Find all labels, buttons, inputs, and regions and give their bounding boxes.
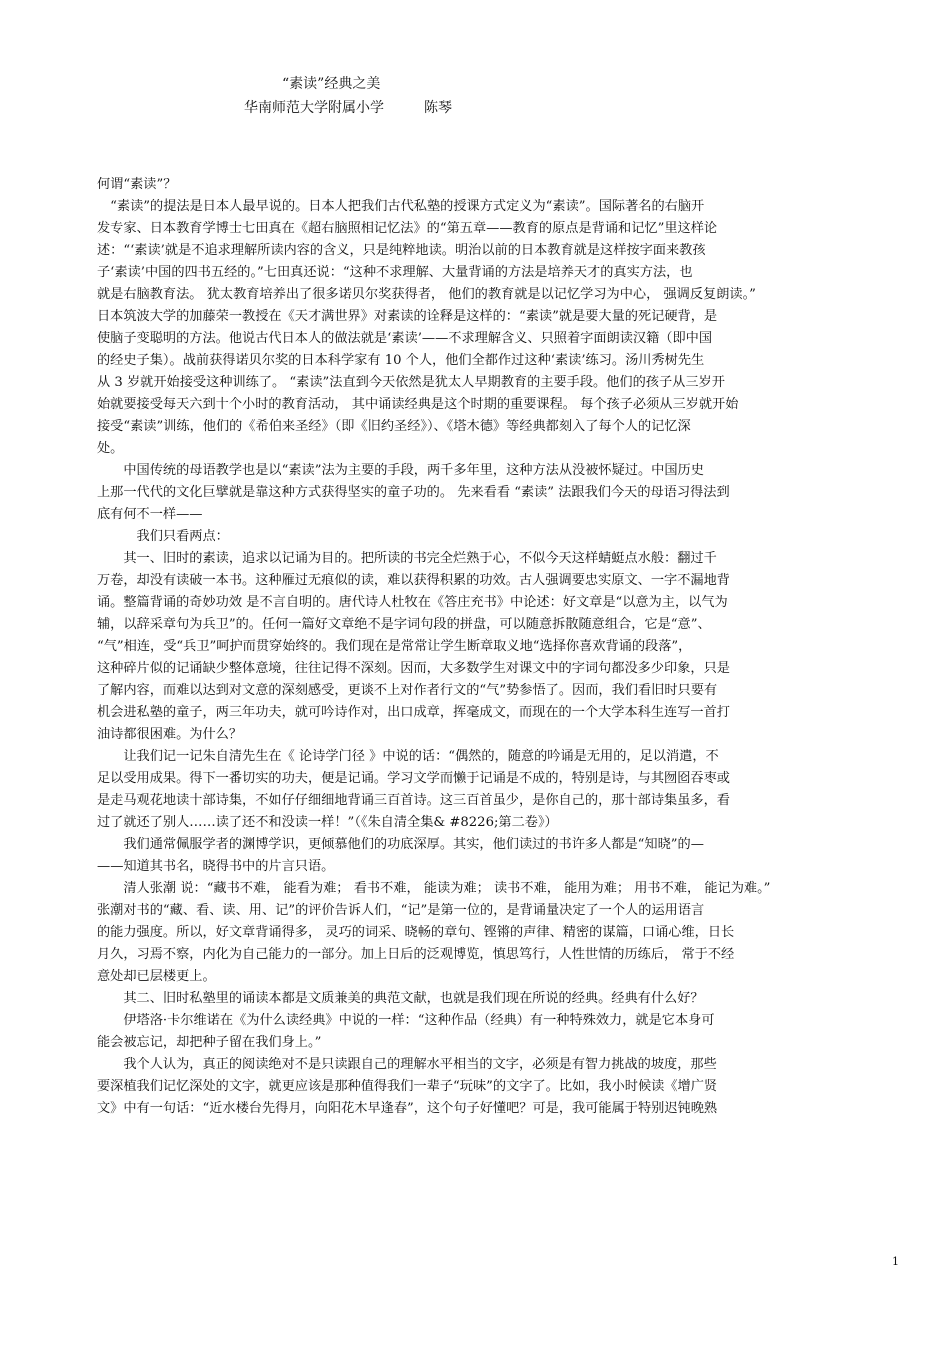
body-text-line: 过了就还了别人……读了还不和没读一样！”（《朱自清全集& #8226;第二卷》）	[97, 815, 558, 830]
body-text-line: 底有何不一样——	[97, 507, 203, 522]
body-text-line: 意处却已层楼更上。	[97, 969, 216, 984]
body-text-line: 文》中有一句话：“近水楼台先得月，向阳花木早逢春”，这个句子好懂吧？可是，我可能属于特别迟钝晚熟	[97, 1101, 718, 1116]
body-text-line: 辅，以辞采章句为兵卫”的。任何一篇好文章绝不是字词句段的拼盘，可以随意拆散随意组合，它是“意”、	[97, 617, 711, 632]
body-text-line: 从 3 岁就开始接受这种训练了。 “素读”法直到今天依然是犹太人早期教育的主要手段。他们的孩子从三岁开	[97, 375, 725, 390]
body-text-line: 张潮对书的“藏、看、读、用、记”的评价告诉人们，“记”是第一位的，是背诵量决定了一个人的运用语言	[97, 903, 705, 918]
body-text-line: “素读”的提法是日本人最早说的。日本人把我们古代私塾的授课方式定义为“素读”。国际著名的右脑开	[97, 199, 705, 214]
body-text-line: 始就要接受每天六到十个小时的教育活动， 其中诵读经典是这个时期的重要课程。 每个孩子必须从三岁就开始	[97, 397, 739, 412]
body-text-line: 让我们记一记朱自清先生在《 论诗学门径 》中说的话：“偶然的，随意的吟诵是无用的，足以消遣，不	[97, 749, 719, 764]
body-text-line: 述：“‘素读’就是不追求理解所读内容的含义，只是纯粹地读。明治以前的日本教育就是这样按字面来教孩	[97, 243, 706, 258]
body-text-line: 上那一代代的文化巨擘就是靠这种方式获得坚实的童子功的。 先来看看 “素读” 法跟我们今天的母语习得法到	[97, 485, 730, 500]
body-text-line: “气”相连，受“兵卫”呵护而贯穿始终的。我们现在是常常让学生断章取义地“选择你喜欢背诵的段落”，	[97, 639, 692, 654]
body-text-line: 清人张潮 说：“藏书不难， 能看为难； 看书不难， 能读为难； 读书不难， 能用为难； 用书不难， 能记为难。”	[97, 881, 771, 896]
body-text-line: 万卷，却没有读破一本书。这种雁过无痕似的读，难以获得积累的功效。古人强调要忠实原文、一字不漏地背	[97, 573, 730, 588]
body-text-line: 这种碎片似的记诵缺少整体意境，往往记得不深刻。因而，大多数学生对课文中的字词句都没多少印象，只是	[97, 661, 730, 676]
article-title: “素读”经典之美	[282, 76, 381, 92]
body-text-line: 要深植我们记忆深处的文字，就更应该是那种值得我们一辈子“玩味”的文字了。比如，我小时候读《增广贤	[97, 1079, 718, 1094]
body-text-line: 日本筑波大学的加藤荣一教授在《天才满世界》对素读的诠释是这样的：“素读”就是要大量的死记硬背，是	[97, 309, 718, 324]
body-text-line: 使脑子变聪明的方法。他说古代日本人的做法就是‘素读’——不求理解含义、只照着字面朗读汉籍（即中国	[97, 331, 713, 346]
body-text-line: 子‘素读’中国的四书五经的。”七田真还说：“这种不求理解、大量背诵的方法是培养天才的真实方法，也	[97, 265, 693, 280]
byline	[244, 98, 452, 118]
body-text-line: 足以受用成果。得下一番切实的功夫，便是记诵。学习文学而懒于记诵是不成的，特别是诗，与其囫囵吞枣或	[97, 771, 730, 786]
body-text-line: 是走马观花地读十部诗集，不如仔仔细细地背诵三百首诗。这三百首虽少，是你自己的，那十部诗集虽多，看	[97, 793, 730, 808]
body-text-line: 的能力强度。所以，好文章背诵得多， 灵巧的词采、晓畅的章句、铿锵的声律、精密的谋篇，口诵心维，日长	[97, 925, 735, 940]
body-text-line: 月久，习焉不察，内化为自己能力的一部分。加上日后的泛观博览，慎思笃行，人性世情的历练后， 常于不经	[97, 947, 735, 962]
page-number: 1	[892, 1255, 899, 1268]
body-text-line: 的经史子集）。战前获得诺贝尔奖的日本科学家有 10 个人，他们全都作过这种‘素读’练习。汤川秀树先生	[97, 353, 705, 368]
body-text-line: 我个人认为，真正的阅读绝对不是只读跟自己的理解水平相当的文字，必须是有智力挑战的坡度，那些	[97, 1057, 717, 1072]
author-name: 陈琴	[424, 100, 452, 116]
body-text-line: 就是右脑教育法。 犹太教育培养出了很多诺贝尔奖获得者， 他们的教育就是以记忆学习为中心， 强调反复朗读。”	[97, 287, 756, 302]
body-text-line: 油诗都很困难。为什么？	[97, 727, 243, 742]
body-text-line: 接受“素读”训练，他们的《希伯来圣经》（即《旧约圣经》）、《塔木德》等经典都刻入了每个人的记忆深	[97, 419, 691, 434]
body-text-line: 发专家、日本教育学博士七田真在《超右脑照相记忆法》的“第五章——教育的原点是背诵和记忆”里这样论	[97, 221, 718, 236]
body-text-line: 伊塔洛·卡尔维诺在《为什么读经典》中说的一样：“这种作品（经典）有一种特殊效力，就是它本身可	[97, 1013, 715, 1028]
body-text-line: 机会进私塾的童子，两三年功夫，就可吟诗作对，出口成章，挥毫成文，而现在的一个大学本科生连写一首打	[97, 705, 730, 720]
body-text-line: 诵。整篇背诵的奇妙功效 是不言自明的。唐代诗人杜牧在《答庄充书》中论述：好文章是“以意为主，以气为	[97, 595, 728, 610]
body-text-line: 我们通常佩服学者的渊博学识，更倾慕他们的功底深厚。其实，他们读过的书许多人都是“知晓”的—	[97, 837, 704, 852]
body-text-line: ——知道其书名，晓得书中的片言只语。	[97, 859, 335, 874]
body-text-line: 了解内容，而难以达到对文意的深刻感受，更谈不上对作者行文的“气”势参悟了。因而，我们看旧时只要有	[97, 683, 718, 698]
body-text-line: 中国传统的母语教学也是以“素读”法为主要的手段，两千多年里，这种方法从没被怀疑过。中国历史	[97, 463, 704, 478]
body-text-line: 能会被忘记，却把种子留在我们身上。”	[97, 1035, 322, 1050]
body-text-line: 何谓“素读”？	[97, 177, 177, 192]
body-text-line: 其一、旧时的素读，追求以记诵为目的。把所读的书完全烂熟于心，不似今天这样蜻蜓点水般：翻过千	[97, 551, 717, 566]
school-name: 华南师范大学附属小学	[244, 100, 384, 116]
body-text-line: 我们只看两点：	[97, 529, 229, 544]
body-text-line: 其二、旧时私塾里的诵读本都是文质兼美的典范文献，也就是我们现在所说的经典。经典有什么好？	[97, 991, 704, 1006]
body-text-line: 处。	[97, 441, 124, 456]
